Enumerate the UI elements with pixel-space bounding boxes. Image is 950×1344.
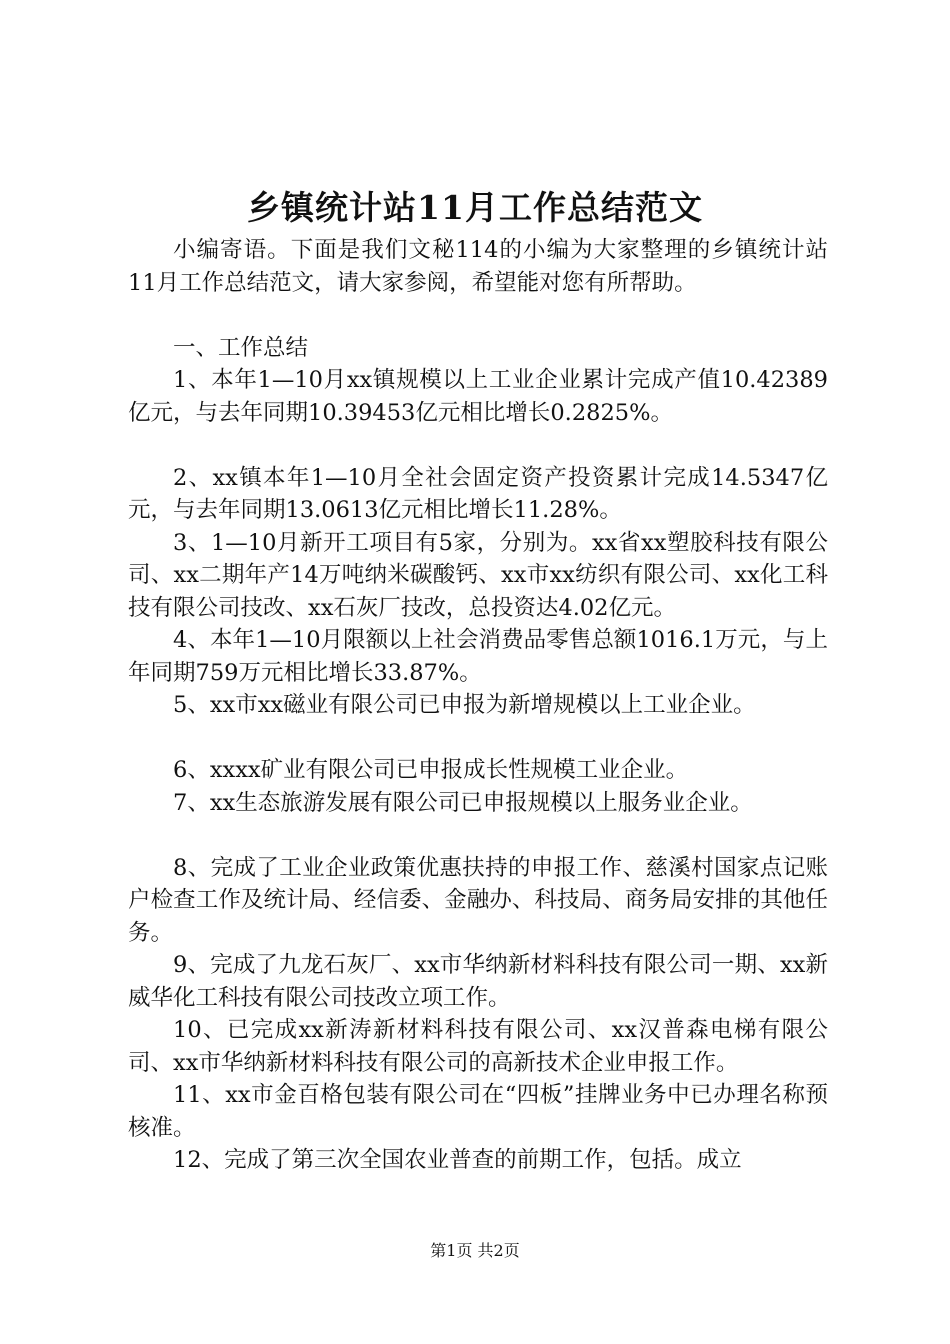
intro-paragraph: 小编寄语。下面是我们文秘114的小编为大家整理的乡镇统计站11月工作总结范文，请大家参阅，希望能对您有所帮助。: [128, 237, 828, 296]
list-item: 5、xx市xx磁业有限公司已申报为新增规模以上工业企业。: [173, 692, 756, 718]
list-item: 12、完成了第三次全国农业普查的前期工作，包括。成立: [173, 1147, 742, 1173]
list-item: 2、xx镇本年1—10月全社会固定资产投资累计完成14.5347亿元，与去年同期13.0613亿元相比增长11.28%。: [128, 464, 828, 523]
list-item: 6、xxxx矿业有限公司已申报成长性规模工业企业。: [173, 757, 689, 783]
list-item: 7、xx生态旅游发展有限公司已申报规模以上服务业企业。: [173, 789, 753, 816]
document-title: 乡镇统计站11月工作总结范文: [247, 188, 703, 227]
list-item: 9、完成了九龙石灰厂、xx市华纳新材料科技有限公司一期、xx新威华化工科技有限公司技改立项工作。: [128, 952, 828, 1011]
section-heading: 一、工作总结: [173, 334, 309, 361]
list-item: 11、xx市金百格包装有限公司在“四板”挂牌业务中已办理名称预核准。: [128, 1082, 828, 1141]
page-footer: 第1页 共2页: [430, 1241, 520, 1260]
list-item: 10、已完成xx新涛新材料科技有限公司、xx汉普森电梯有限公司、xx市华纳新材料科技有限公司的高新技术企业申报工作。: [128, 1017, 828, 1076]
list-item: 8、完成了工业企业政策优惠扶持的申报工作、慈溪村国家点记账户检查工作及统计局、经信委、金融办、科技局、商务局安排的其他任务。: [128, 854, 828, 946]
document-body: [128, 234, 828, 1177]
list-item: 1、本年1—10月xx镇规模以上工业企业累计完成产值10.42389亿元，与去年同期10.39453亿元相比增长0.2825%。: [128, 367, 828, 426]
list-item: 3、1—10月新开工项目有5家，分别为。xx省xx塑胶科技有限公司、xx二期年产14万吨纳米碳酸钙、xx市xx纺织有限公司、xx化工科技有限公司技改、xx石灰厂技改，总投资达4.02亿元。: [128, 529, 828, 621]
list-item: 4、本年1—10月限额以上社会消费品零售总额1016.1万元，与上年同期759万元相比增长33.87%。: [128, 627, 828, 686]
